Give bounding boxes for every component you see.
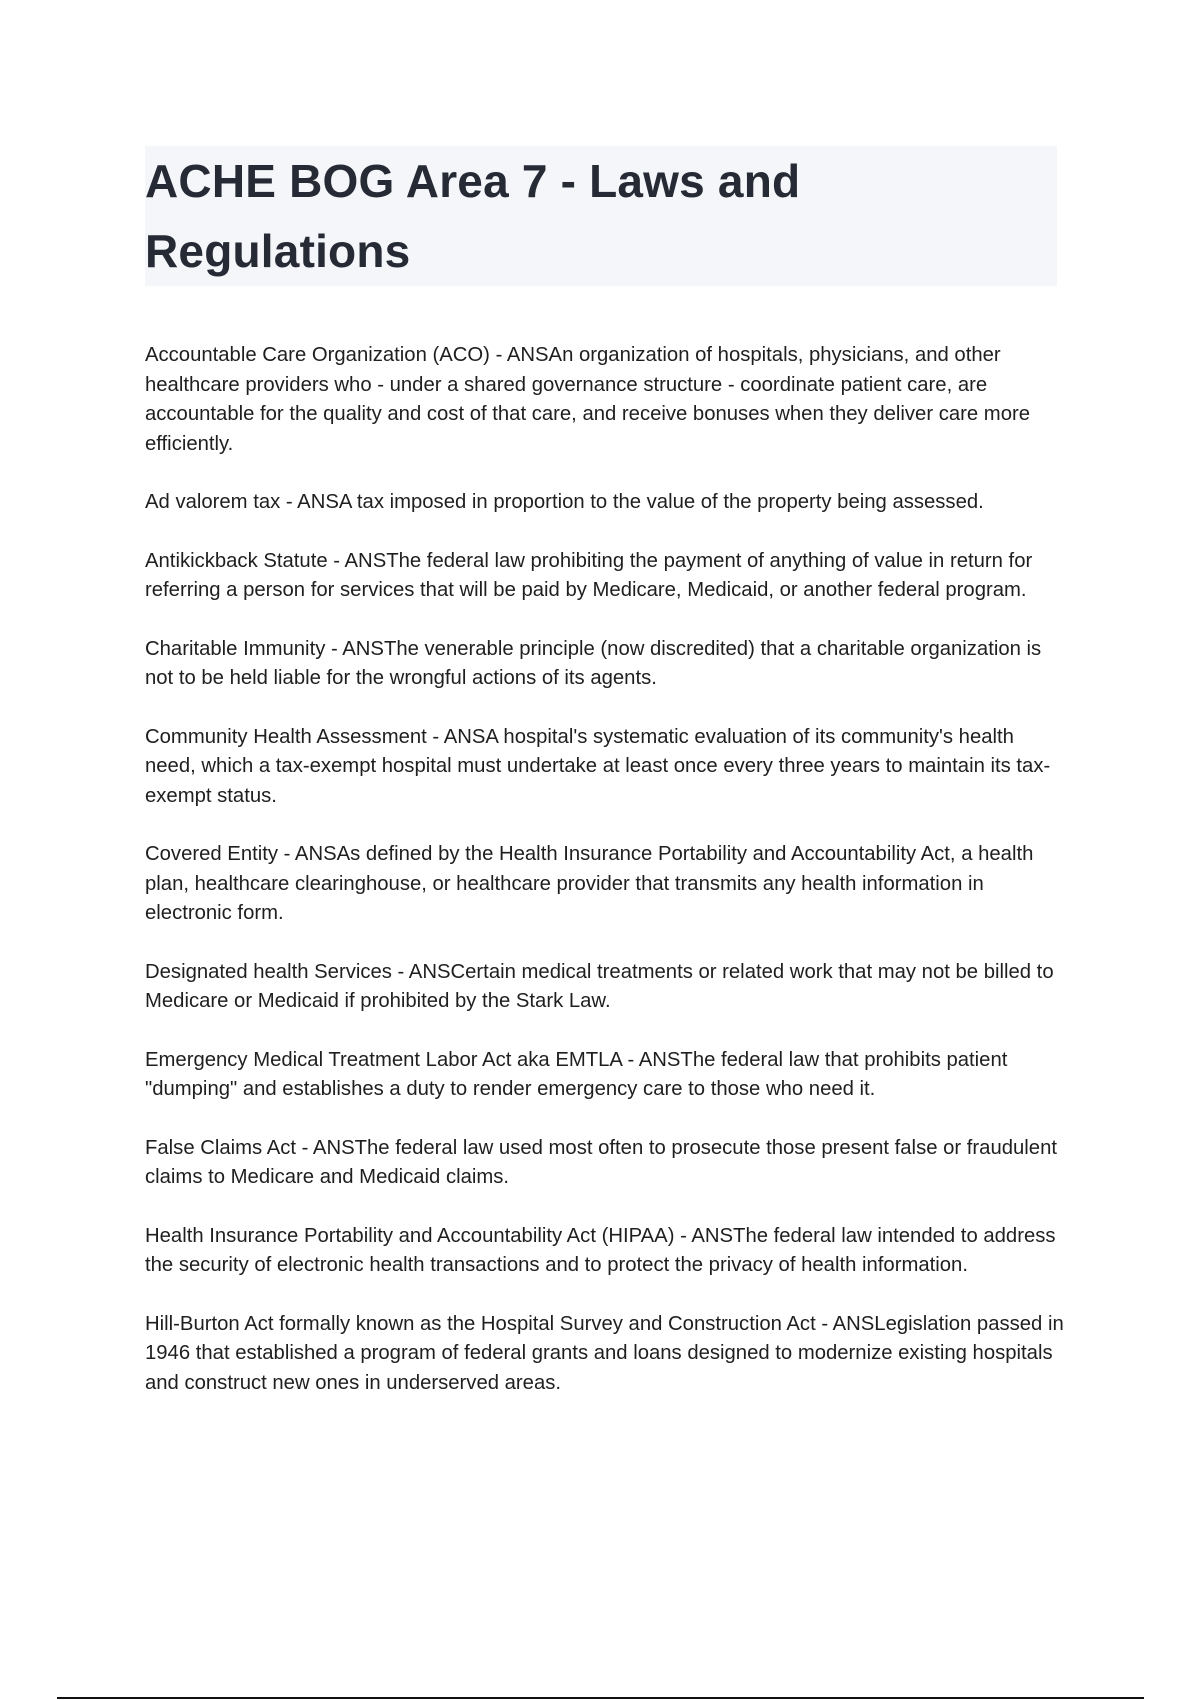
definition-entry: Health Insurance Portability and Accountability Act (HIPAA) - ANSThe federal law intended to address the security of electronic health transactions and to protect the privacy of health information. — [145, 1224, 1056, 1276]
definition-entry: Hill-Burton Act formally known as the Hospital Survey and Construction Act - ANSLegislation passed in 1946 that established a program of federal grants and loans designed to modernize existing hospitals and construct new ones in underserved areas. — [145, 1312, 1064, 1394]
title-block — [145, 146, 1057, 286]
definition-entry: Antikickback Statute - ANSThe federal law prohibiting the payment of anything of value in return for referring a person for services that will be paid by Medicare, Medicaid, or another federal program. — [145, 549, 1033, 601]
definition-entry: Accountable Care Organization (ACO) - ANSAn organization of hospitals, physicians, and other healthcare providers who - under a shared governance structure - coordinate patient care, are accountable for the quality and cost of that care, and receive bonuses when they deliver care more efficiently. — [145, 344, 1031, 455]
definition-entry: Emergency Medical Treatment Labor Act aka EMTLA - ANSThe federal law that prohibits patient "dumping" and establishes a duty to render emergency care to those who need it. — [145, 1048, 1008, 1100]
page-title: ACHE BOG Area 7 - Laws and Regulations — [145, 155, 801, 277]
footer-rule — [57, 1697, 1144, 1699]
definition-entry: False Claims Act - ANSThe federal law used most often to prosecute those present false or fraudulent claims to Medicare and Medicaid claims. — [145, 1136, 1057, 1188]
definition-entry: Ad valorem tax - ANSA tax imposed in proportion to the value of the property being assessed. — [145, 491, 984, 513]
definition-entry: Charitable Immunity - ANSThe venerable principle (now discredited) that a charitable organization is not to be held liable for the wrongful actions of its agents. — [145, 637, 1042, 689]
definition-entry: Community Health Assessment - ANSA hospital's systematic evaluation of its community's health need, which a tax-exempt hospital must undertake at least once every three years to maintain its tax-exempt status. — [145, 725, 1051, 807]
definition-entry: Designated health Services - ANSCertain medical treatments or related work that may not be billed to Medicare or Medicaid if prohibited by the Stark Law. — [145, 960, 1054, 1012]
definition-entry: Covered Entity - ANSAs defined by the Health Insurance Portability and Accountability Act, a health plan, healthcare clearinghouse, or healthcare provider that transmits any health information in electronic form. — [145, 843, 1034, 924]
definition-list — [145, 341, 1065, 1427]
